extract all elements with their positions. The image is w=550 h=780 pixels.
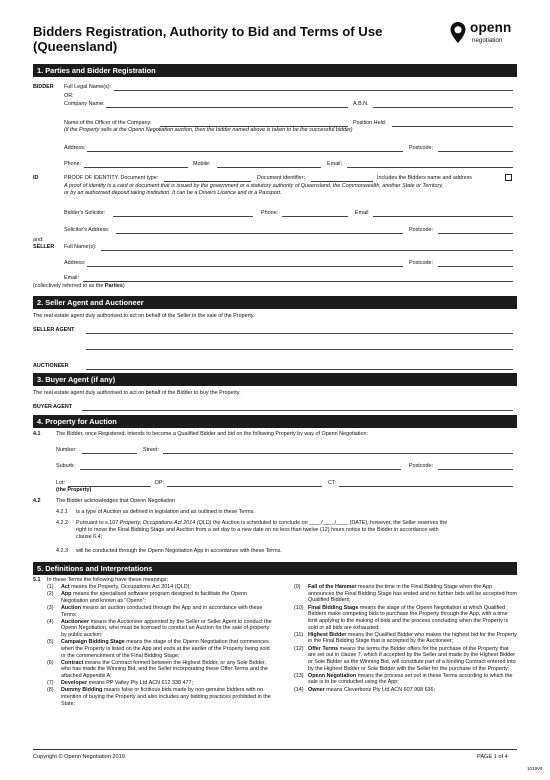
definition-term: Offer Terms [308,645,339,652]
definition-number: (8) [47,687,54,694]
clause-4-2-1-number: 4.2.1 [56,509,68,515]
page-title-line-2: (Queensland) [33,39,118,54]
section-1-header: 1. Parties and Bidder Registration [33,64,517,77]
solicitor-field[interactable] [113,216,253,217]
openn-logo [449,20,529,48]
seller-postcode-field[interactable] [438,266,513,267]
seller-agent-field-2[interactable] [86,349,513,350]
definition-number: (14) [294,686,304,693]
document-identifier-label: Document identifier: [257,175,305,181]
definition-number: (5) [47,639,54,646]
definition-item [294,673,517,686]
officer-note: (if the Property sells at the Openn Negotiation auction, then the bidder named above is taken to be the successful bidder) [64,127,353,133]
definition-text: means the process set out in these Terms according to which the sale is to be conducted using the App; [308,672,513,686]
definition-item [47,639,272,659]
seller-email-label: Email: [64,275,79,281]
buyer-agent-field[interactable] [82,410,513,411]
property-street-label: Street: [143,447,159,453]
full-legal-name-label: Full Legal Name(s): [64,84,112,90]
the-property-note: (the Property) [56,487,92,493]
definition-text: means the specialised software program designed to facilitate the Openn Negotiation and known as “Openn”; [61,591,248,604]
definition-text: means Cleverbons Pty Ltd ACN 607 908 636; [324,686,436,693]
auctioneer-field[interactable] [86,369,513,370]
definition-text: means false or fictitious bids made by non-genuine bidders with no intention of buying the Property and also includes any bidding practices prohibited in the State; [61,687,271,707]
bidder-mobile-label: Mobile: [193,161,211,167]
location-pin-icon [449,21,467,45]
solicitor-email-field[interactable] [373,216,513,217]
property-suburb-field[interactable] [80,469,401,470]
definition-item [47,660,272,680]
clause-4-2-2-post: the Auction is scheduled to conclude on ____/____/____ (DATE), however, the Seller reserves the [211,520,448,526]
definition-term: Auction [61,604,82,611]
seller-email-field[interactable] [83,281,513,282]
property-number-label: Number: [56,447,77,453]
parties-note [33,283,125,290]
definition-item [47,605,272,618]
clause-4-2-2-number: 4.2.2 [56,520,68,526]
definition-text: means the terms the Bidder offers for the purchase of the Property that are set out in clause 7, which if accepted by the Seller and made by the Highest Bidder or Sole Bidder as the Winning Bid, will constitute part of a binding Contract entered into by the Highest Bidder or Sole Bidder with the Seller for the purchase of the Property; [308,645,516,672]
solicitor-label: Bidder's Solicitor: [64,210,106,216]
section-5-header: 5. Definitions and Interpretations [33,562,517,575]
seller-label: SELLER [33,244,55,250]
bidder-mobile-field[interactable] [217,167,321,168]
property-suburb-label: Suburb: [56,463,75,469]
definition-number: (13) [294,672,304,679]
definition-number: (7) [47,680,54,687]
solicitor-postcode-label: Postcode: [409,227,433,233]
property-street-field[interactable] [163,453,513,454]
seller-address-field[interactable] [87,266,403,267]
definition-term: Openn Negotiation [308,672,357,679]
definition-number: (11) [294,631,304,638]
clause-4-2-3-number: 4.2.3 [56,548,68,554]
abn-field[interactable] [373,107,513,108]
solicitor-address-field[interactable] [116,233,403,234]
parties-term: Parties [104,283,123,289]
property-postcode-label: Postcode: [409,463,433,469]
definition-number: (1) [47,584,54,590]
footer-divider [33,749,517,750]
definition-term: Dummy Bidding [61,687,103,694]
clause-4-2-3-text: will be conducted through the Openn Negotiation App in accordance with these Terms. [76,548,282,554]
solicitor-postcode-field[interactable] [438,233,513,234]
clause-4-1-text: The Bidder, once Registered, intends to become a Qualified Bidder and bid on the following Property by way of Openn Negotiation: [56,431,368,437]
id-label: ID [33,175,39,181]
company-name-field[interactable] [106,107,348,108]
page-title-line-1: Bidders Registration, Authority to Bid and Terms of Use [33,24,383,39]
clause-5-1-intro: In these Terms the following have these meanings: [47,577,168,583]
solicitor-address-label: Solicitor's Address: [64,227,110,233]
position-held-label: Position Held: [353,120,387,126]
property-postcode-field[interactable] [438,469,513,470]
clause-4-2-2-line-2: right to move the Final Bidding Stage and Auction from a set day to a new date on no less than twelve (12) hours notice to the Bidder in accordance with [76,527,439,533]
clause-4-2-2-line-3: clause 6.4; [76,534,103,540]
bidder-phone-label: Phone: [64,161,82,167]
buyer-agent-description: The real estate agent duly authorised to act on behalf of the Bidder to buy the Property. [33,390,241,396]
property-lot-label: Lot: [56,480,65,486]
officer-label: Name of the Officer of the Company: [64,120,152,126]
definition-term: Contract [61,659,84,666]
section-2-header: 2. Seller Agent and Auctioneer [33,296,517,309]
and-label: and: [33,237,44,243]
definition-item [47,584,272,591]
definition-text: means the Qualified Bidder who makes the highest bid for the Property in the Final Bidding Stage that is accepted by the Auctioneer; [308,631,517,645]
definition-term: Highest Bidder [308,631,347,638]
definition-item [47,680,272,687]
solicitor-email-label: Email [355,210,369,216]
footer-copyright: Copyright © Openn Negotiation 2019 [33,754,125,760]
footer-version: 1019V8 [527,766,543,771]
definition-text: means the Auctioneer appointed by the Seller or Seller Agent to conduct the Openn Negotiation, who must be licensed to conduct an Auction for the sale of property by public auction; [61,618,272,639]
bidder-phone-field[interactable] [84,167,188,168]
bidder-email-field[interactable] [347,167,513,168]
bidder-address-field[interactable] [87,151,403,152]
definition-term: Fall of the Hammer [308,584,357,590]
definition-text: means the stage of the Openn Negotiation at which Qualified Bidders make competing bids to purchase the Property through the App, with a time limit applying to the making of bids and the process concluding when the Property is sold or all bids are exhausted; [308,604,509,631]
definition-term: Owner [308,686,325,693]
clause-5-1-number: 5.1 [33,577,41,583]
clause-4-2-number: 4.2 [33,498,41,504]
definition-text: means the stage of the Openn Negotiation that commences when the Property is listed on the App and ends at the earlier of the Property being sold or the commencement of the Final Bidding Stage; [61,639,270,659]
id-note-line-1: A proof of identity is a card or document that is issued by the government or a statutory authority of Queensland, the Commonwealth, another State or Territory, [64,183,444,189]
company-name-label: Company Name: [64,101,105,107]
logo-subtitle: negotiation [472,37,503,44]
abn-label: A.B.N. [353,101,369,107]
definition-item [294,605,517,632]
clause-4-2-2-line-1 [76,520,447,527]
or-label: OR: [64,93,74,99]
includes-name-address-checkbox[interactable] [505,174,512,181]
definition-text: means the time in the Final Bidding Stage when the App announces the Final Bidding Stage has ended and no further bids will be accepted from Qualified Bidders; [308,584,517,604]
definition-number: (2) [47,591,54,598]
definition-term: Developer [61,680,88,687]
solicitor-phone-label: Phone: [261,210,279,216]
definition-number: (9) [294,584,301,590]
definition-term: Final Bidding Stage [308,604,359,611]
id-note-line-2: or by an authorised deposit taking institution. It can be a Drivers Licence and or a Passport. [64,190,282,196]
definition-item [47,619,272,639]
property-dp-label: DP: [155,480,164,486]
position-held-field[interactable] [392,126,513,127]
section-4-header: 4. Property for Auction [33,415,517,428]
definition-item [294,687,517,694]
full-legal-name-field[interactable] [114,90,513,91]
seller-address-label: Address: [64,260,86,266]
seller-full-names-field[interactable] [101,250,513,251]
seller-agent-label: SELLER AGENT [33,327,75,333]
document-type-field[interactable] [164,181,251,182]
proof-label: PROOF OF IDENTITY. Document type: [64,175,159,181]
definition-term: App [61,591,72,598]
bidder-postcode-field[interactable] [438,151,513,152]
bidder-email-label: Email: [327,161,342,167]
definition-term: Campaign Bidding Stage [61,639,125,646]
clause-4-1-number: 4.1 [33,431,41,437]
includes-name-address-label: Includes the Bidders name and address [377,175,472,181]
seller-agent-description: The real estate agent duly authorised to act on behalf of the Seller in the sale of the Property. [33,313,255,319]
bidder-label: BIDDER [33,84,54,90]
seller-postcode-label: Postcode: [409,260,433,266]
definition-item [47,687,272,707]
definition-number: (10) [294,604,304,611]
page-title [33,24,433,54]
definition-number: (4) [47,618,54,625]
property-ct-field[interactable] [339,486,513,487]
footer-page-number: PAGE 1 of 4 [477,754,508,760]
buyer-agent-label: BUYER AGENT [33,404,73,410]
definitions-right-column [294,584,517,694]
section-3-header: 3. Buyer Agent (if any) [33,373,517,386]
property-dp-field[interactable] [167,486,322,487]
property-ct-label: CT: [328,480,337,486]
definition-number: (12) [294,645,304,652]
clause-4-2-text: The Bidder acknowledges that Openn Negotiation [56,498,175,504]
definitions-left-column [47,584,272,708]
definition-item [294,632,517,645]
definition-number: (6) [47,659,54,666]
parties-note-pre: (collectively referred to as the [33,283,105,289]
solicitor-phone-field[interactable] [282,216,348,217]
clause-4-2-2-act: Property, Occupations Act 2014 (QLD) [119,520,212,526]
definition-item [294,646,517,673]
seller-agent-field-1[interactable] [86,333,513,334]
seller-full-names-label: Full Name(s): [64,244,97,250]
auctioneer-label: AUCTIONEER [33,363,69,369]
definition-text: means the Property, Occupations Act 2014 (QLD); [69,584,191,590]
definition-text: means the Contract formed between the Highest Bidder, or any Sole Bidder, who has made the Winning Bid, and the Seller incorporating these Offer Terms and the attached Appendix A; [61,659,268,680]
definition-item [47,591,272,604]
clause-4-2-2-pre: Pursuant to s.107 [76,520,120,526]
definition-text: means PP Valley Pty Ltd ACN 612 338 477; [87,680,193,687]
document-identifier-field[interactable] [311,181,373,182]
definition-term: Auctioneer [61,618,90,625]
property-number-field[interactable] [82,453,137,454]
logo-word: openn [470,20,512,35]
clause-4-2-1-text: is a type of Auction as defined in legislation and as outlined in these Terms. [76,509,255,515]
definition-text: means an auction conducted through the App and in accordance with these Terms; [61,604,263,618]
definition-item [294,584,517,604]
bidder-address-label: Address: [64,145,86,151]
parties-note-post: ) [122,283,125,289]
definition-term: Act [61,584,70,590]
bidder-postcode-label: Postcode: [409,145,433,151]
definition-number: (3) [47,604,54,611]
